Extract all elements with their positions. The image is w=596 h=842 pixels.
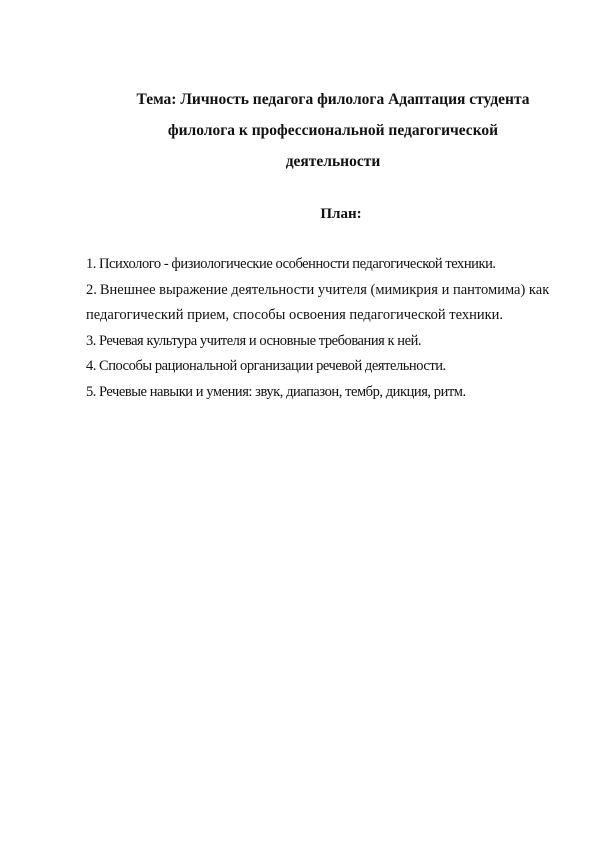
list-item-text: Речевые навыки и умения: звук, диапазон, тембр, дикция, ритм. <box>98 383 466 400</box>
plan-list <box>86 252 556 405</box>
list-item-number: 4. <box>86 358 96 374</box>
list-item <box>86 380 556 406</box>
list-item <box>86 252 556 278</box>
list-item-number: 1. <box>86 256 96 272</box>
plan-heading: План: <box>320 206 362 222</box>
title-line-2: филолога к профессиональной педагогической <box>167 122 499 139</box>
list-item-text: Речевая культура учителя и основные требования к ней. <box>98 332 422 349</box>
document-title <box>86 84 550 177</box>
list-item-number: 2. <box>86 281 97 298</box>
list-item-number: 3. <box>86 332 96 349</box>
list-item-number: 5. <box>86 383 96 400</box>
list-item <box>86 329 556 355</box>
list-item <box>86 278 556 329</box>
title-line-3: деятельности <box>285 153 381 170</box>
list-item-text: Психолого - физиологические особенности педагогической техники. <box>98 256 496 272</box>
list-item <box>86 354 556 380</box>
title-line-1: Тема: Личность педагога филолога Адаптация студента <box>136 91 530 108</box>
list-item-text: Внешнее выражение деятельности учителя (мимикрия и пантомима) как педагогический прием, способы освоения педагогической техники. <box>86 281 550 323</box>
list-item-text: Способы рациональной организации речевой деятельности. <box>98 358 446 374</box>
